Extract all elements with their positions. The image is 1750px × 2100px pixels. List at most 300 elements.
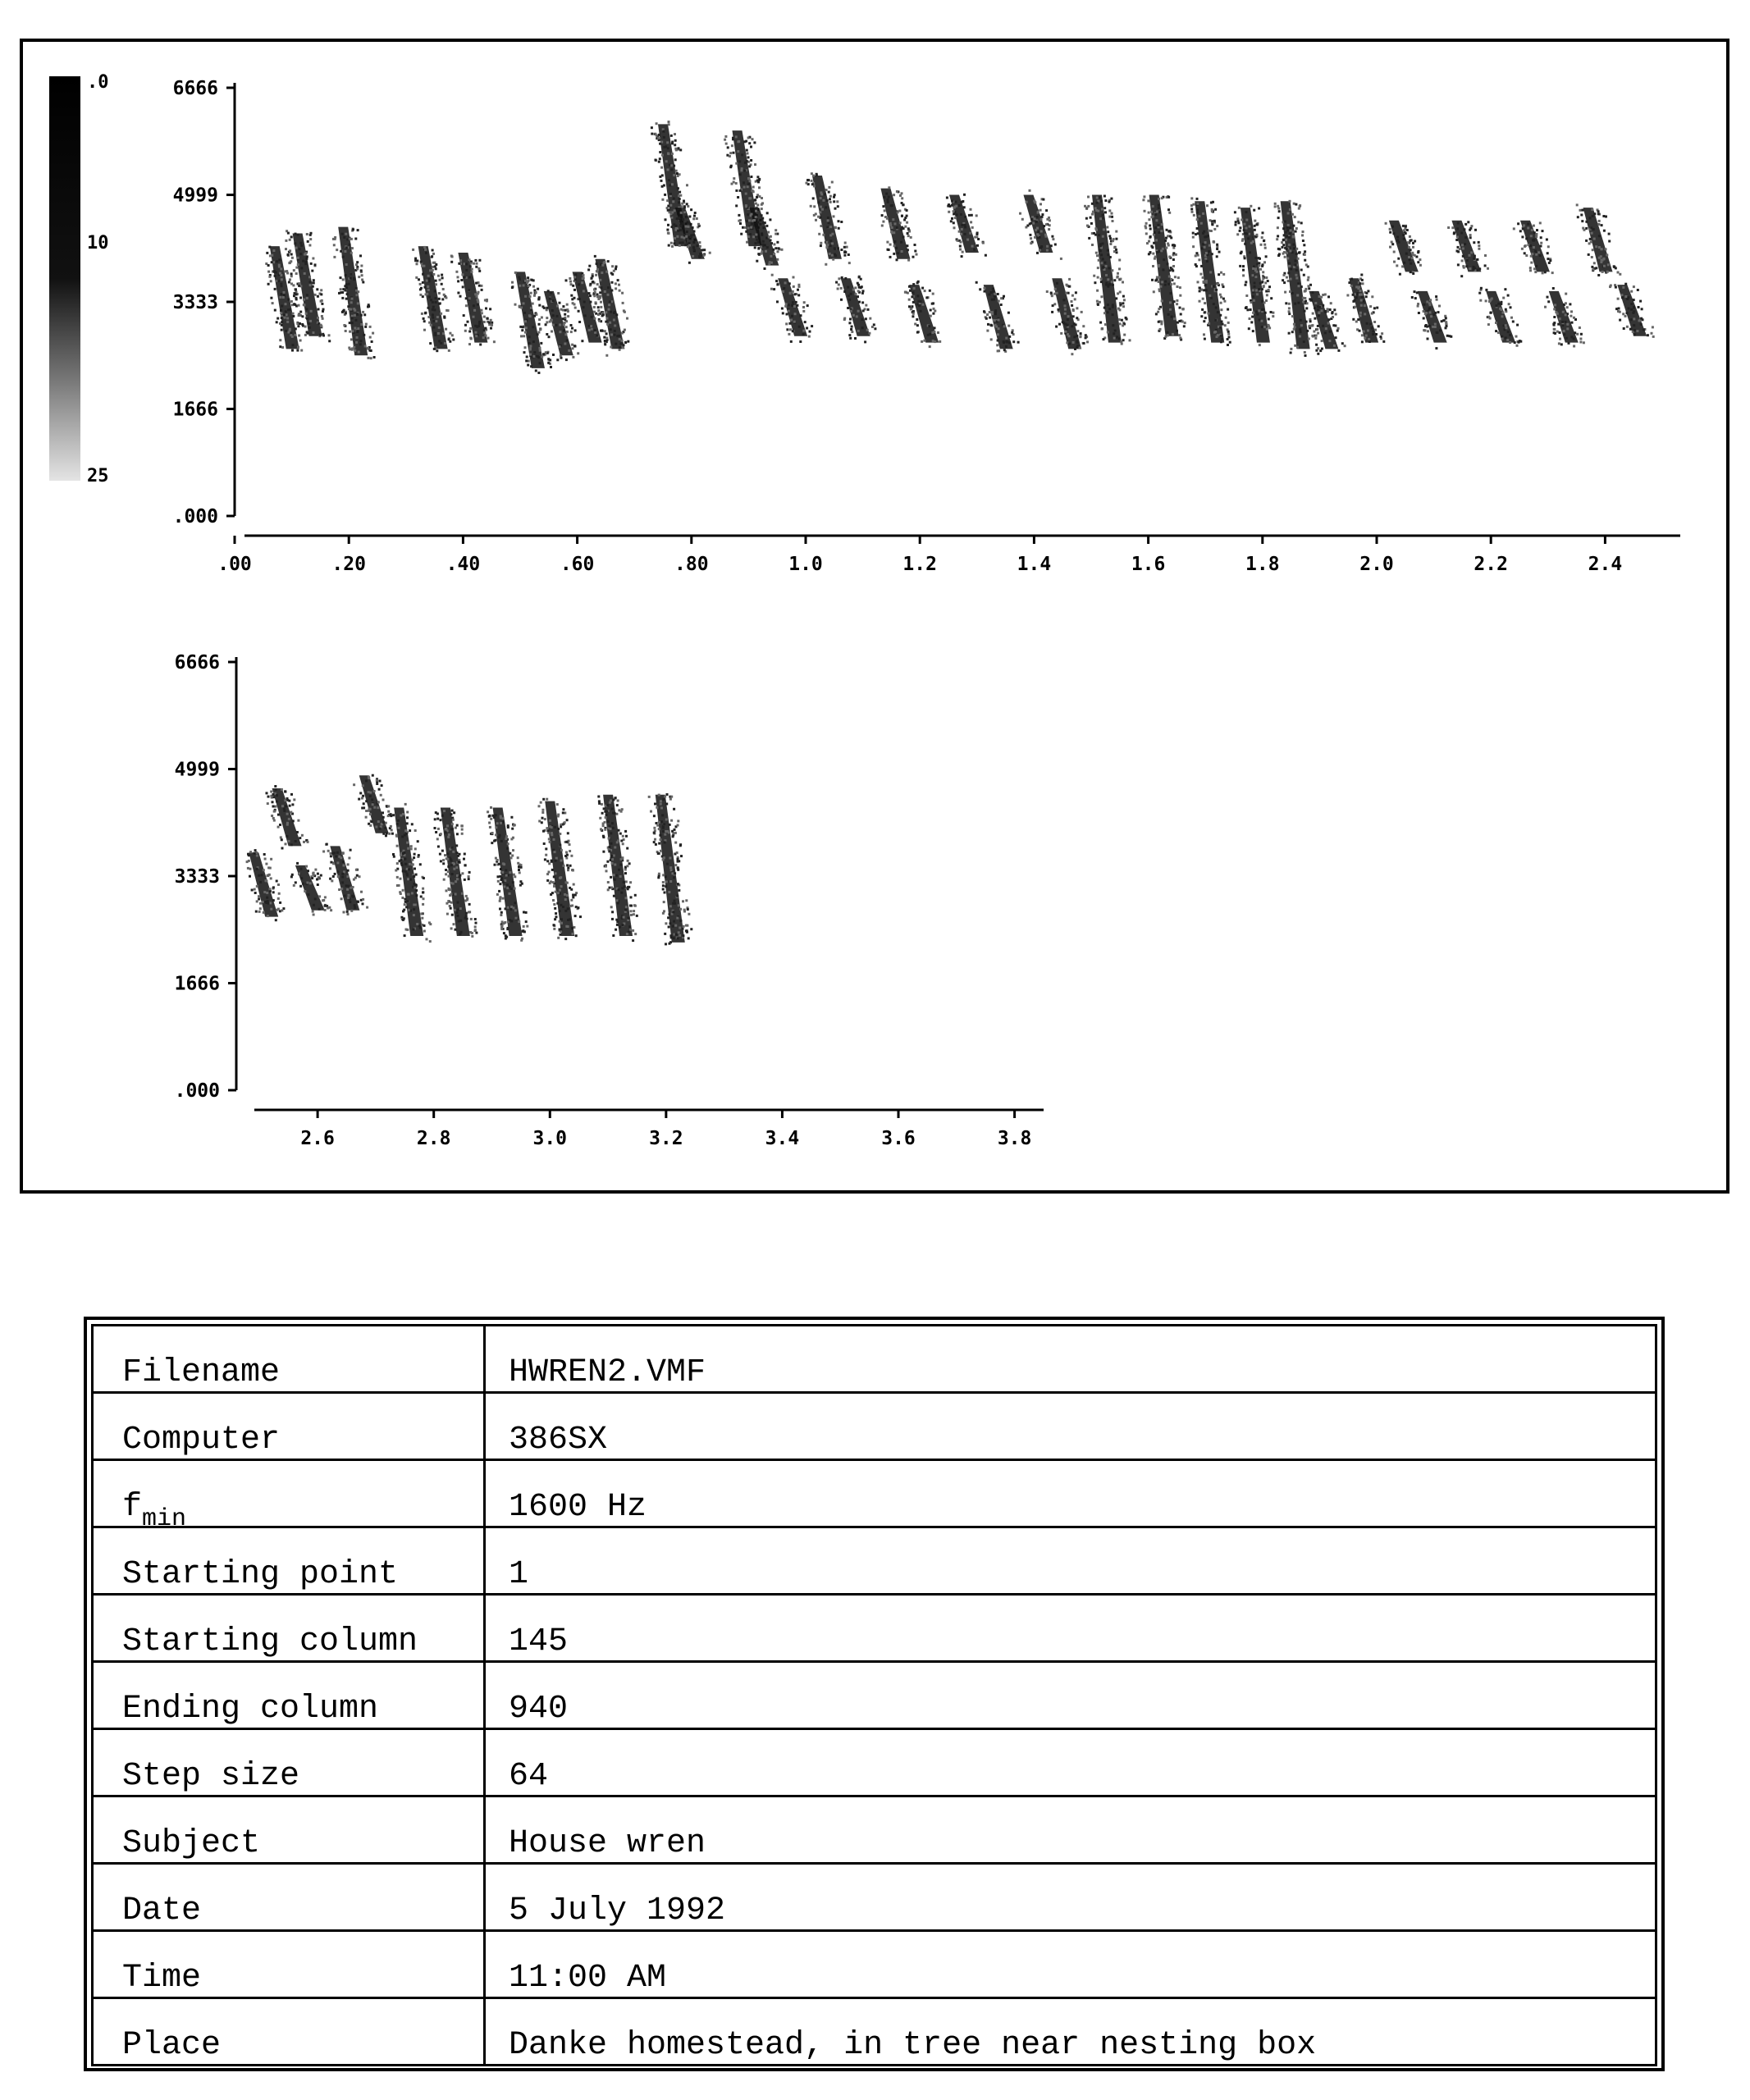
speckle bbox=[912, 315, 914, 317]
speckle bbox=[523, 351, 526, 354]
speckle bbox=[1129, 339, 1131, 341]
speckle bbox=[761, 250, 763, 253]
speckle bbox=[1260, 320, 1263, 322]
speckle bbox=[423, 320, 426, 322]
speckle bbox=[796, 304, 798, 307]
speckle bbox=[826, 199, 829, 202]
speckle bbox=[1091, 244, 1094, 246]
speckle bbox=[1399, 273, 1401, 276]
speckle bbox=[384, 827, 386, 829]
speckle bbox=[490, 327, 492, 330]
speckle bbox=[271, 261, 273, 263]
speckle bbox=[557, 892, 560, 894]
speckle bbox=[550, 292, 552, 294]
speckle bbox=[699, 245, 701, 248]
speckle bbox=[976, 281, 978, 284]
speckle bbox=[861, 301, 864, 304]
speckle bbox=[401, 897, 404, 899]
speckle bbox=[347, 870, 350, 872]
speckle bbox=[820, 242, 822, 244]
speckle bbox=[685, 899, 688, 902]
speckle bbox=[1397, 258, 1400, 260]
speckle bbox=[352, 330, 354, 332]
speckle bbox=[933, 331, 935, 333]
speckle bbox=[838, 284, 840, 286]
speckle bbox=[624, 329, 626, 331]
speckle bbox=[468, 878, 470, 880]
speckle bbox=[904, 291, 907, 294]
speckle bbox=[761, 214, 763, 217]
speckle bbox=[344, 895, 346, 897]
speckle bbox=[513, 824, 515, 827]
speckle bbox=[1073, 322, 1076, 325]
speckle bbox=[468, 289, 470, 291]
speckle bbox=[667, 916, 669, 919]
speckle bbox=[1315, 335, 1318, 337]
speckle bbox=[1003, 325, 1006, 327]
speckle bbox=[665, 803, 668, 806]
speckle bbox=[1496, 304, 1498, 307]
speckle bbox=[321, 303, 323, 305]
speckle bbox=[420, 896, 423, 898]
speckle bbox=[1150, 211, 1153, 213]
speckle bbox=[843, 246, 846, 249]
speckle bbox=[480, 285, 482, 287]
speckle bbox=[748, 219, 751, 221]
speckle bbox=[1325, 327, 1327, 330]
speckle bbox=[588, 265, 591, 267]
speckle bbox=[1074, 348, 1076, 350]
speckle bbox=[385, 822, 387, 824]
speckle bbox=[687, 205, 689, 208]
speckle bbox=[537, 288, 539, 290]
speckle bbox=[450, 864, 453, 866]
speckle bbox=[959, 245, 962, 248]
speckle bbox=[420, 261, 423, 263]
speckle bbox=[1462, 255, 1464, 258]
speckle bbox=[519, 278, 521, 281]
speckle bbox=[300, 868, 303, 870]
speckle bbox=[1369, 305, 1372, 308]
speckle bbox=[547, 290, 550, 292]
row-value: 940 bbox=[485, 1662, 1656, 1729]
speckle bbox=[1086, 225, 1089, 227]
speckle bbox=[756, 260, 758, 262]
speckle bbox=[350, 910, 353, 912]
speckle bbox=[470, 262, 473, 265]
speckle bbox=[290, 875, 293, 878]
speckle bbox=[626, 847, 628, 850]
speckle bbox=[670, 164, 673, 167]
speckle bbox=[306, 233, 308, 235]
speckle bbox=[432, 269, 434, 272]
speckle bbox=[764, 267, 766, 270]
speckle bbox=[932, 293, 934, 295]
table-row bbox=[93, 1527, 1656, 1595]
speckle bbox=[1277, 217, 1280, 219]
speckle bbox=[1297, 282, 1300, 285]
speckle bbox=[1036, 227, 1039, 230]
speckle bbox=[281, 805, 284, 807]
speckle bbox=[1088, 237, 1090, 240]
speckle bbox=[546, 827, 548, 829]
speckle bbox=[1164, 281, 1167, 283]
speckle bbox=[445, 889, 448, 892]
x-tick-label: 3.8 bbox=[997, 1128, 1032, 1149]
speckle bbox=[1294, 345, 1296, 347]
speckle bbox=[1553, 308, 1556, 310]
speckle bbox=[375, 826, 377, 829]
speckle bbox=[1065, 292, 1067, 294]
speckle bbox=[1583, 341, 1585, 344]
speckle bbox=[1149, 251, 1152, 253]
speckle bbox=[489, 308, 491, 310]
speckle bbox=[1153, 242, 1155, 244]
speckle bbox=[1485, 289, 1487, 291]
speckle bbox=[1285, 239, 1287, 241]
speckle bbox=[299, 248, 301, 250]
speckle bbox=[989, 324, 992, 326]
row-value: 145 bbox=[485, 1595, 1656, 1662]
speckle bbox=[622, 347, 624, 349]
speckle bbox=[247, 853, 249, 856]
syllable-mark bbox=[387, 803, 432, 943]
speckle bbox=[612, 799, 615, 801]
speckle bbox=[281, 324, 283, 326]
speckle bbox=[771, 274, 774, 276]
speckle bbox=[506, 887, 509, 889]
speckle bbox=[438, 326, 441, 329]
speckle bbox=[1469, 236, 1472, 239]
speckle bbox=[320, 293, 322, 295]
speckle bbox=[693, 249, 696, 252]
syllable-mark bbox=[353, 774, 393, 838]
speckle bbox=[1330, 302, 1332, 304]
speckle bbox=[258, 874, 260, 877]
speckle bbox=[848, 322, 851, 324]
speckle bbox=[340, 276, 342, 279]
speckle bbox=[788, 310, 790, 313]
speckle bbox=[1222, 298, 1225, 300]
speckle bbox=[550, 893, 552, 896]
speckle bbox=[1623, 327, 1625, 330]
speckle bbox=[1167, 334, 1169, 336]
speckle bbox=[841, 276, 843, 279]
speckle bbox=[1393, 261, 1396, 263]
speckle bbox=[1263, 285, 1265, 288]
speckle bbox=[674, 139, 677, 142]
speckle bbox=[302, 260, 304, 262]
speckle bbox=[275, 788, 277, 791]
speckle bbox=[613, 319, 615, 322]
speckle bbox=[1597, 274, 1600, 276]
speckle bbox=[285, 330, 287, 332]
speckle bbox=[439, 279, 441, 281]
speckle bbox=[1006, 340, 1008, 343]
speckle bbox=[396, 876, 399, 879]
speckle bbox=[599, 295, 601, 298]
speckle bbox=[1040, 218, 1043, 221]
speckle bbox=[1473, 241, 1475, 244]
speckle bbox=[459, 920, 462, 922]
speckle bbox=[1412, 253, 1414, 256]
speckle bbox=[1510, 306, 1512, 308]
speckle bbox=[1241, 219, 1243, 221]
speckle bbox=[1265, 276, 1268, 279]
speckle bbox=[556, 902, 559, 905]
speckle bbox=[546, 317, 548, 319]
speckle bbox=[458, 861, 460, 863]
speckle bbox=[464, 853, 466, 856]
speckle bbox=[1071, 294, 1074, 297]
syllable-mark bbox=[1544, 287, 1585, 348]
speckle bbox=[272, 817, 275, 819]
speckle bbox=[293, 269, 295, 272]
speckle bbox=[350, 301, 353, 304]
speckle bbox=[1293, 323, 1295, 326]
speckle bbox=[761, 217, 764, 220]
speckle bbox=[1626, 326, 1629, 328]
speckle bbox=[738, 220, 740, 222]
speckle bbox=[890, 231, 893, 233]
speckle bbox=[603, 262, 605, 264]
speckle bbox=[340, 250, 342, 253]
speckle bbox=[610, 906, 613, 908]
speckle bbox=[321, 315, 323, 317]
speckle bbox=[840, 299, 843, 301]
speckle bbox=[1290, 278, 1292, 281]
speckle bbox=[415, 276, 418, 279]
speckle bbox=[469, 265, 472, 267]
speckle bbox=[378, 788, 381, 791]
speckle bbox=[263, 911, 265, 914]
speckle bbox=[632, 929, 634, 932]
speckle bbox=[630, 905, 633, 907]
row-value: 1 bbox=[485, 1527, 1656, 1595]
speckle bbox=[624, 341, 627, 344]
speckle bbox=[457, 902, 459, 904]
speckle bbox=[313, 279, 315, 281]
speckle bbox=[496, 822, 499, 824]
speckle bbox=[350, 338, 353, 340]
speckle bbox=[474, 259, 477, 262]
speckle bbox=[495, 833, 497, 836]
speckle bbox=[331, 879, 333, 882]
table-row bbox=[93, 1460, 1656, 1527]
speckle bbox=[479, 344, 482, 346]
speckle bbox=[554, 918, 556, 920]
speckle bbox=[752, 190, 755, 193]
speckle bbox=[1282, 244, 1285, 246]
speckle bbox=[462, 285, 464, 288]
speckle bbox=[998, 349, 1000, 352]
speckle bbox=[565, 841, 568, 843]
speckle bbox=[961, 228, 963, 231]
speckle bbox=[1389, 246, 1391, 249]
speckle bbox=[1283, 274, 1286, 276]
speckle bbox=[1464, 243, 1466, 245]
speckle bbox=[1211, 210, 1213, 212]
speckle bbox=[400, 878, 402, 880]
speckle bbox=[528, 342, 531, 345]
speckle bbox=[562, 808, 564, 810]
speckle bbox=[351, 298, 354, 300]
speckle bbox=[836, 200, 838, 203]
speckle bbox=[520, 307, 523, 309]
speckle bbox=[901, 192, 903, 194]
speckle bbox=[1118, 267, 1121, 270]
speckle bbox=[1261, 326, 1263, 328]
speckle bbox=[624, 909, 627, 911]
speckle bbox=[565, 881, 568, 883]
speckle bbox=[1111, 281, 1113, 283]
speckle bbox=[480, 309, 482, 312]
speckle bbox=[1259, 344, 1261, 346]
speckle bbox=[369, 792, 372, 794]
speckle bbox=[834, 247, 836, 249]
speckle bbox=[602, 851, 605, 853]
speckle bbox=[1478, 244, 1480, 247]
speckle bbox=[421, 265, 423, 267]
speckle bbox=[735, 135, 738, 138]
speckle bbox=[929, 290, 931, 292]
speckle bbox=[341, 291, 344, 294]
speckle bbox=[438, 298, 441, 300]
speckle bbox=[611, 281, 614, 284]
speckle bbox=[292, 313, 295, 315]
speckle bbox=[277, 826, 280, 829]
speckle bbox=[1046, 245, 1049, 248]
speckle bbox=[509, 892, 511, 895]
speckle bbox=[270, 280, 272, 282]
speckle bbox=[557, 815, 560, 818]
speckle bbox=[1560, 343, 1563, 345]
speckle bbox=[478, 285, 481, 287]
speckle bbox=[248, 860, 250, 862]
speckle bbox=[537, 355, 539, 358]
speckle bbox=[422, 281, 424, 284]
speckle bbox=[570, 283, 573, 285]
speckle bbox=[481, 312, 483, 314]
speckle bbox=[1602, 215, 1605, 217]
speckle bbox=[1408, 256, 1410, 258]
speckle bbox=[297, 346, 299, 349]
speckle bbox=[314, 898, 317, 901]
speckle bbox=[963, 206, 966, 208]
syllable-mark bbox=[904, 281, 941, 348]
speckle bbox=[1434, 312, 1437, 314]
speckle bbox=[1379, 336, 1382, 338]
speckle bbox=[1361, 334, 1364, 336]
speckle bbox=[1428, 308, 1431, 310]
speckle bbox=[768, 236, 770, 239]
speckle bbox=[1274, 203, 1277, 205]
speckle bbox=[676, 851, 679, 854]
speckle bbox=[562, 309, 564, 312]
speckle bbox=[349, 331, 351, 333]
speckle bbox=[1367, 290, 1369, 292]
speckle bbox=[747, 185, 749, 188]
speckle bbox=[570, 899, 573, 902]
speckle bbox=[1012, 329, 1014, 331]
speckle bbox=[363, 806, 365, 809]
speckle bbox=[1094, 207, 1097, 209]
speckle bbox=[1190, 197, 1193, 199]
speckle bbox=[750, 159, 752, 162]
speckle bbox=[1125, 317, 1127, 319]
speckle bbox=[1419, 258, 1421, 261]
speckle bbox=[506, 847, 509, 850]
speckle bbox=[1465, 265, 1468, 267]
speckle bbox=[1517, 222, 1519, 225]
speckle bbox=[1491, 298, 1493, 300]
speckle bbox=[1410, 271, 1412, 273]
speckle bbox=[1037, 231, 1039, 233]
speckle bbox=[1474, 255, 1476, 258]
speckle bbox=[500, 868, 502, 870]
speckle bbox=[986, 313, 989, 316]
speckle bbox=[626, 317, 628, 320]
speckle bbox=[594, 331, 596, 334]
speckle bbox=[440, 819, 442, 821]
speckle bbox=[1478, 248, 1480, 250]
speckle bbox=[669, 204, 672, 207]
speckle bbox=[827, 217, 829, 219]
speckle bbox=[954, 201, 957, 203]
speckle bbox=[1647, 334, 1649, 336]
speckle bbox=[308, 244, 311, 247]
speckle bbox=[1240, 252, 1242, 254]
speckle bbox=[1434, 326, 1437, 328]
speckle bbox=[569, 865, 572, 867]
speckle bbox=[1102, 243, 1104, 245]
speckle bbox=[544, 858, 546, 861]
speckle bbox=[1210, 230, 1213, 232]
speckle bbox=[256, 855, 258, 857]
speckle bbox=[784, 305, 787, 308]
speckle bbox=[1060, 332, 1062, 335]
speckle bbox=[456, 824, 459, 827]
speckle bbox=[990, 291, 993, 294]
speckle bbox=[616, 899, 619, 902]
speckle bbox=[621, 292, 624, 294]
speckle bbox=[545, 351, 547, 354]
speckle bbox=[667, 153, 669, 155]
speckle bbox=[1264, 281, 1267, 284]
fmin-subscript: min bbox=[142, 1505, 187, 1527]
speckle bbox=[398, 884, 400, 887]
speckle bbox=[1032, 222, 1035, 225]
speckle bbox=[1547, 258, 1549, 260]
speckle bbox=[608, 308, 610, 311]
speckle bbox=[1333, 308, 1336, 311]
speckle bbox=[1591, 266, 1593, 268]
speckle bbox=[290, 843, 293, 846]
speckle bbox=[542, 798, 545, 801]
speckle bbox=[932, 313, 934, 315]
speckle bbox=[429, 342, 432, 345]
speckle bbox=[1571, 322, 1574, 324]
speckle bbox=[770, 240, 772, 242]
speckle bbox=[266, 252, 268, 254]
speckle bbox=[1652, 326, 1654, 328]
speckle bbox=[593, 288, 596, 290]
speckle bbox=[822, 234, 825, 236]
speckle bbox=[1143, 195, 1145, 198]
speckle bbox=[450, 902, 453, 904]
speckle bbox=[1504, 288, 1506, 290]
speckle bbox=[1111, 212, 1113, 215]
